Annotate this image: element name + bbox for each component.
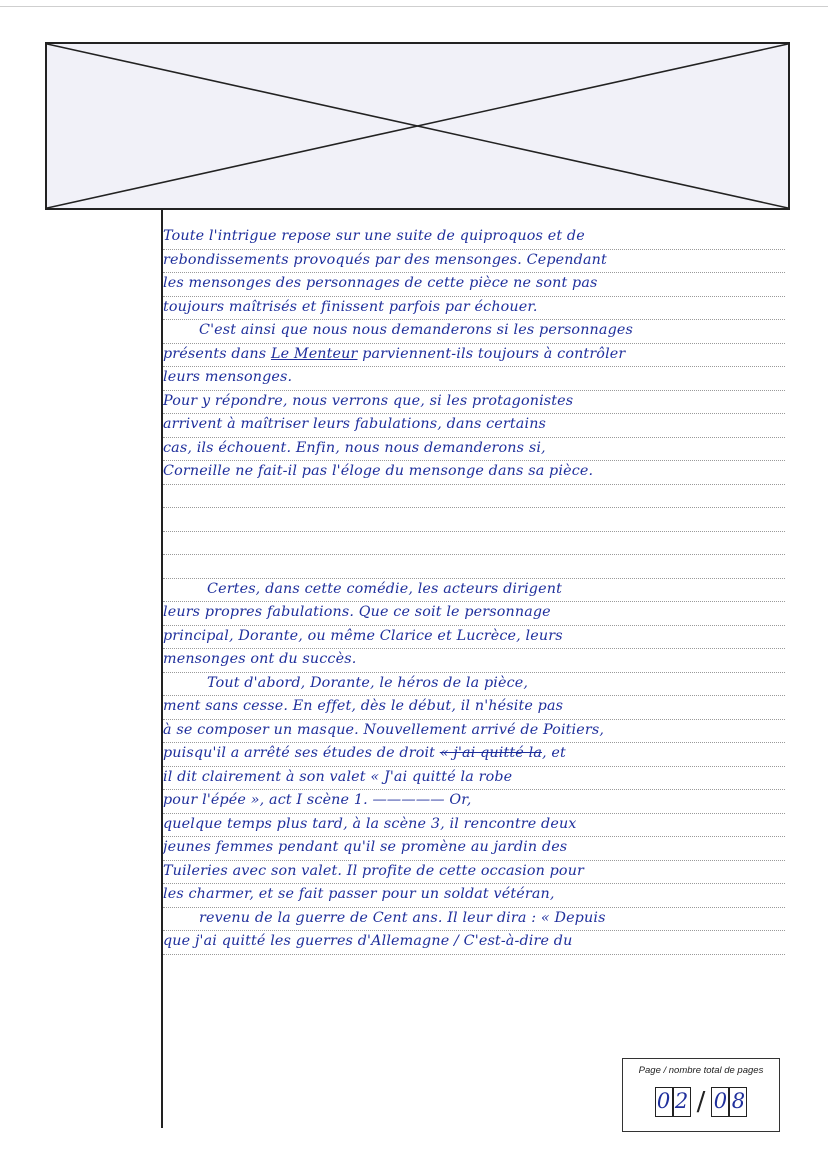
- text-line: C'est ainsi que nous nous demanderons si les personnages: [163, 320, 785, 344]
- text-line: [163, 344, 785, 368]
- current-page: [655, 1087, 691, 1117]
- text-line: que j'ai quitté les guerres d'Allemagne / C'est-à-dire du: [163, 931, 785, 955]
- text-line: Corneille ne fait-il pas l'éloge du mensonge dans sa pièce.: [163, 461, 785, 485]
- handwritten-text: [163, 226, 785, 955]
- cross-out-mark: [47, 44, 788, 208]
- text-line: Tout d'abord, Dorante, le héros de la pièce,: [163, 673, 785, 697]
- text-line: à se composer un masque. Nouvellement arrivé de Poitiers,: [163, 720, 785, 744]
- struck-text: « j'ai quitté la: [439, 745, 543, 761]
- text-line: toujours maîtrisés et finissent parfois par échouer.: [163, 297, 785, 321]
- blank-line: [163, 508, 785, 532]
- blank-line: [163, 532, 785, 556]
- total-digit: 8: [729, 1087, 747, 1117]
- text-line: arrivent à maîtriser leurs fabulations, dans certains: [163, 414, 785, 438]
- text-line: les mensonges des personnages de cette pièce ne sont pas: [163, 273, 785, 297]
- text-line: Pour y répondre, nous verrons que, si les protagonistes: [163, 391, 785, 415]
- text-line: revenu de la guerre de Cent ans. Il leur dira : « Depuis: [163, 908, 785, 932]
- text-line: leurs mensonges.: [163, 367, 785, 391]
- top-rule: [0, 6, 828, 7]
- text-segment: parviennent-ils toujours à contrôler: [357, 345, 626, 362]
- text-line: ment sans cesse. En effet, dès le début, il n'hésite pas: [163, 696, 785, 720]
- text-segment: puisqu'il a arrêté ses études de droit: [163, 745, 436, 761]
- total-pages: [711, 1087, 747, 1117]
- page-separator: /: [696, 1087, 706, 1117]
- text-line: rebondissements provoqués par des mensonges. Cependant: [163, 250, 785, 274]
- text-line: mensonges ont du succès.: [163, 649, 785, 673]
- text-segment: présents dans: [163, 345, 271, 362]
- underlined-title: Le Menteur: [270, 345, 358, 362]
- text-line: Toute l'intrigue repose sur une suite de quiproquos et de: [163, 226, 785, 250]
- text-line: principal, Dorante, ou même Clarice et Lucrèce, leurs: [163, 626, 785, 650]
- blank-line: [163, 555, 785, 579]
- text-line: jeunes femmes pendant qu'il se promène au jardin des: [163, 837, 785, 861]
- text-line: les charmer, et se fait passer pour un soldat vétéran,: [163, 884, 785, 908]
- page-digit: 2: [673, 1087, 691, 1117]
- page-number-label: Page / nombre total de pages: [638, 1065, 764, 1076]
- text-line: il dit clairement à son valet « J'ai quitté la robe: [163, 767, 785, 791]
- text-line: Certes, dans cette comédie, les acteurs dirigent: [163, 579, 785, 603]
- text-line: leurs propres fabulations. Que ce soit le personnage: [163, 602, 785, 626]
- text-line: cas, ils échouent. Enfin, nous nous demanderons si,: [163, 438, 785, 462]
- blank-line: [163, 485, 785, 509]
- total-digit: 0: [711, 1087, 729, 1117]
- text-line: pour l'épée », act I scène 1. ————— Or,: [163, 790, 785, 814]
- page-digit: 0: [655, 1087, 673, 1117]
- text-line: [163, 743, 785, 767]
- page-number-box: [622, 1058, 780, 1132]
- text-line: Tuileries avec son valet. Il profite de cette occasion pour: [163, 861, 785, 885]
- text-segment: , et: [542, 745, 566, 761]
- text-line: quelque temps plus tard, à la scène 3, il rencontre deux: [163, 814, 785, 838]
- redacted-header-box: [45, 42, 790, 210]
- page-number-digits: [623, 1087, 779, 1117]
